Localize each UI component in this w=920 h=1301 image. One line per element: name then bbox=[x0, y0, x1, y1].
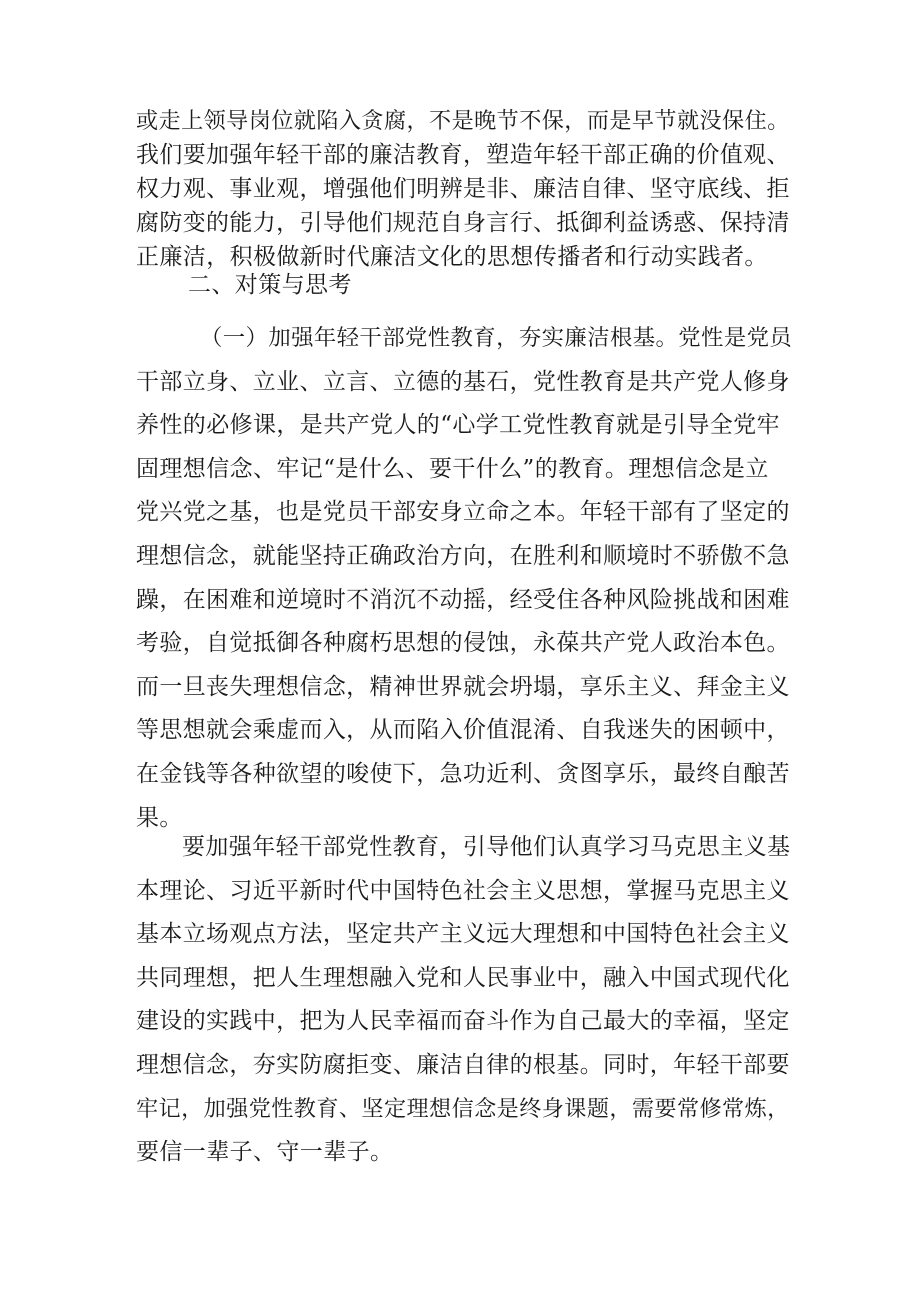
continued-paragraph bbox=[136, 104, 790, 274]
text-line: 牢记，加强党性教育、坚定理想信念是终身课题，需要常修常炼， bbox=[136, 1095, 790, 1122]
text-line: 养性的必修课，是共产党人的“心学工党性教育就是引导全党牢 bbox=[136, 412, 780, 439]
text-line: 固理想信念、牢记“是什么、要干什么”的教育。理想信念是立 bbox=[136, 455, 769, 482]
text-line: 在金钱等各种欲望的唆使下，急功近利、贪图享乐，最终自酿苦 bbox=[136, 760, 790, 787]
section-heading: 二、对策与思考 bbox=[188, 272, 352, 298]
text-line: 党兴党之基，也是党员干部安身立命之本。年轻干部有了坚定的 bbox=[136, 499, 790, 526]
text-line: 要加强年轻干部党性教育，引导他们认真学习马克思主义基 bbox=[182, 834, 791, 860]
text-line: 等思想就会乘虚而入，从而陷入价值混淆、自我迷失的困顿中， bbox=[136, 717, 790, 744]
text-line: 建设的实践中，把为人民幸福而奋斗作为自己最大的幸福，坚定 bbox=[136, 1008, 790, 1035]
text-line: 我们要加强年轻干部的廉洁教育，塑造年轻干部正确的价值观、 bbox=[136, 142, 790, 168]
text-line: （一）加强年轻干部党性教育，夯实廉洁根基。党性是党员 bbox=[200, 325, 793, 351]
text-line: 理想信念，就能坚持正确政治方向，在胜利和顺境时不骄傲不急 bbox=[136, 542, 790, 569]
text-line: 腐防变的能力，引导他们规范自身言行、抵御利益诱惑、保持清 bbox=[136, 210, 790, 236]
text-line: 理想信念，夯实防腐拒变、廉洁自律的根基。同时，年轻干部要 bbox=[136, 1051, 790, 1078]
final-paragraph bbox=[136, 826, 790, 1175]
section-heading-block bbox=[188, 267, 842, 303]
text-line: 而一旦丧失理想信念，精神世界就会坍塌，享乐主义、拜金主义 bbox=[136, 673, 790, 700]
text-line: 本理论、习近平新时代中国特色社会主义思想，掌握马克思主义 bbox=[136, 877, 790, 904]
text-line: 基本立场观点方法，坚定共产主义远大理想和中国特色社会主义 bbox=[136, 921, 790, 948]
text-line: 权力观、事业观，增强他们明辨是非、廉洁自律、坚守底线、拒 bbox=[136, 176, 790, 202]
text-line: 或走上领导岗位就陷入贪腐，不是晚节不保，而是早节就没保住。 bbox=[136, 108, 790, 134]
text-line: 正廉洁，积极做新时代廉洁文化的思想传播者和行动实践者。 bbox=[136, 244, 768, 270]
text-line: 要信一辈子、守一辈子。 bbox=[136, 1139, 394, 1166]
text-line: 干部立身、立业、立言、立德的基石，党性教育是共产党人修身 bbox=[136, 368, 790, 395]
text-line: 躁，在困难和逆境时不消沉不动摇，经受住各种风险挑战和困难 bbox=[136, 586, 790, 613]
subsection-paragraph bbox=[136, 317, 793, 840]
text-line: 考验，自觉抵御各种腐朽思想的侵蚀，永葆共产党人政治本色。 bbox=[136, 630, 790, 657]
text-line: 果。 bbox=[136, 804, 183, 831]
text-line: 共同理想，把人生理想融入党和人民事业中，融入中国式现代化 bbox=[136, 964, 790, 991]
